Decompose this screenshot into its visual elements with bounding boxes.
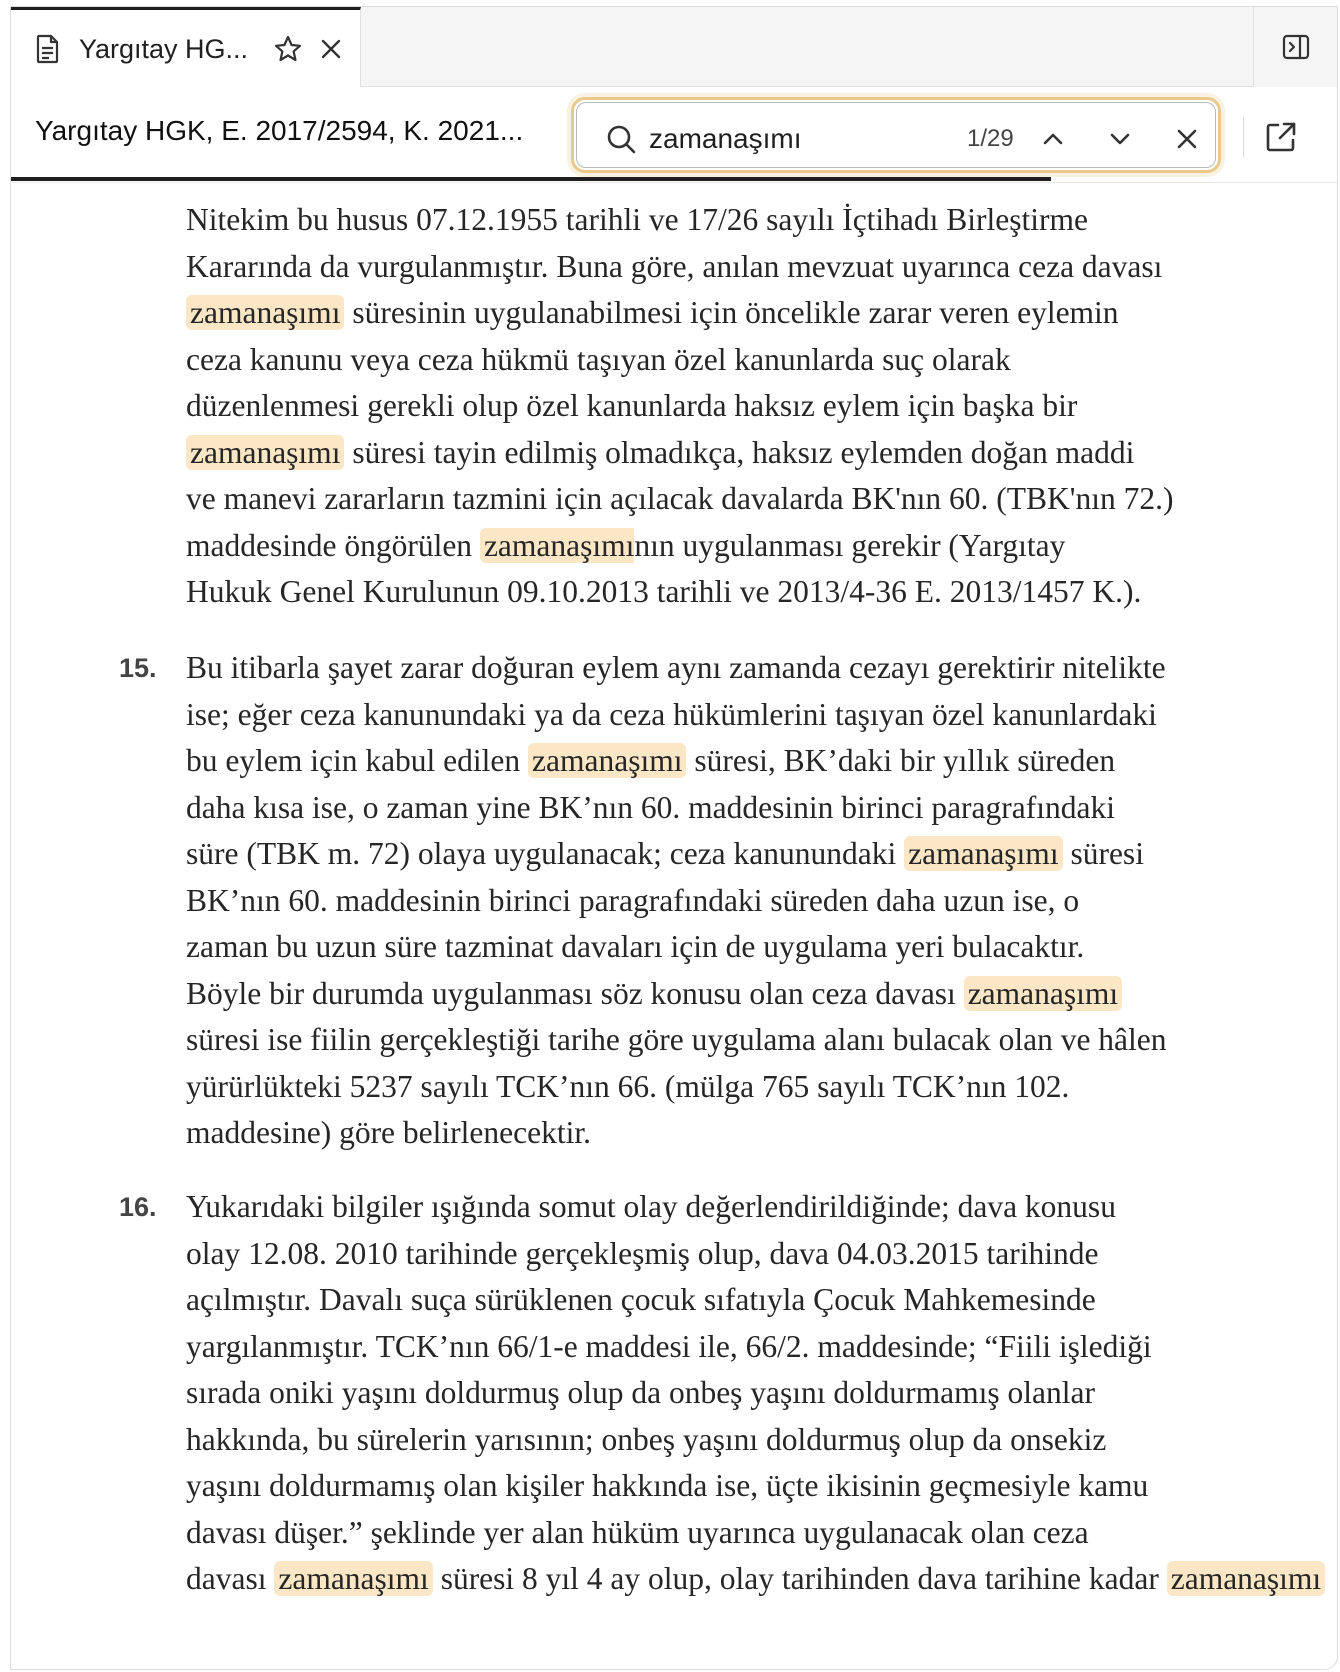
text-run: Kararında da vurgulanmıştır. Buna göre, anılan mevzuat uyarınca ceza davası: [186, 248, 1163, 284]
text-line: [186, 831, 1336, 878]
text-line: [186, 1370, 1336, 1417]
text-run: davası düşer.” şeklinde yer alan hüküm uyarınca uygulanacak olan ceza: [186, 1514, 1089, 1550]
text-line: [186, 1231, 1336, 1278]
text-line: [186, 523, 1336, 570]
document-content: [11, 183, 1337, 1670]
text-run: süresi ise fiilin gerçekleştiği tarihe göre uygulama alanı bulacak olan ve hâlen: [186, 1022, 1167, 1057]
text-run: davası: [186, 1561, 275, 1596]
text-run: ise; eğer ceza kanunundaki ya da ceza hükümlerini taşıyan özel kanunlardaki: [186, 696, 1157, 732]
tab-title: Yargıtay HG...: [79, 33, 249, 64]
search-match-highlight: zamanaşımı: [528, 743, 686, 778]
search-match-highlight: zamanaşımı: [274, 1561, 432, 1596]
panel-toggle-button[interactable]: [1253, 7, 1337, 87]
document-toolbar: [11, 87, 1337, 183]
text-line: [186, 1556, 1336, 1603]
text-line: [186, 337, 1336, 384]
find-field-frame: [576, 102, 1216, 168]
search-icon: [605, 123, 637, 155]
text-run: maddesinde öngörülen: [186, 527, 480, 563]
text-line: [186, 1110, 1336, 1157]
text-run: olay 12.08. 2010 tarihinde gerçekleşmiş olup, dava 04.03.2015 tarihinde: [186, 1235, 1099, 1271]
text-run: süresi 8 yıl 4 ay olup, olay tarihinden dava tarihine kadar: [432, 1561, 1167, 1596]
text-run: açılmıştır. Davalı suça sürüklenen çocuk sıfatıyla Çocuk Mahkemesinde: [186, 1282, 1096, 1317]
text-run: Hukuk Genel Kurulunun 09.10.2013 tarihli ve 2013/4-36 E. 2013/1457 K.).: [186, 574, 1142, 609]
active-tab-indicator: [11, 177, 1051, 181]
tab-strip: [11, 7, 1337, 87]
text-line: [186, 430, 1336, 477]
document-icon: [35, 34, 61, 64]
text-line: [186, 244, 1336, 291]
star-icon[interactable]: [273, 34, 303, 64]
text-run: Böyle bir durumda uygulanması söz konusu olan ceza davası: [186, 975, 964, 1011]
text-run: daha kısa ise, o zaman yine BK’nın 60. maddesinin birinci paragrafındaki: [186, 789, 1115, 825]
paragraph-number: 15.: [119, 653, 157, 683]
text-line: [186, 1017, 1336, 1064]
text-run: süresinin uygulanabilmesi için öncelikle zarar veren eylemin: [344, 295, 1119, 330]
text-run: Bu itibarla şayet zarar doğuran eylem aynı zamanda cezayı gerektirir nitelikte: [186, 650, 1166, 685]
document-title: Yargıtay HGK, E. 2017/2594, K. 2021...: [35, 115, 524, 146]
text-run: maddesine) göre belirlenecektir.: [186, 1115, 591, 1150]
text-line: [186, 1064, 1336, 1111]
text-run: süresi: [1062, 836, 1144, 871]
text-line: [186, 1463, 1336, 1510]
text-run: zaman bu uzun süre tazminat davaları için de uygulama yeri bulacaktır.: [186, 929, 1085, 964]
paragraph-text: [186, 645, 1336, 1157]
paragraph-text: [186, 1184, 1336, 1603]
text-line: [186, 383, 1336, 430]
find-input[interactable]: [649, 119, 949, 159]
text-run: BK’nın 60. maddesinin birinci paragrafındaki süreden daha uzun ise, o: [186, 882, 1080, 918]
text-run: süre (TBK m. 72) olaya uygulanacak; ceza kanunundaki: [186, 836, 905, 871]
tab-active-document[interactable]: [11, 7, 361, 88]
text-line: [186, 569, 1336, 616]
text-run: yaşını doldurmamış olan kişiler hakkında ise, üçte ikisinin geçmesiyle kamu: [186, 1468, 1149, 1503]
text-run: Nitekim bu husus 07.12.1955 tarihli ve 17/26 sayılı İçtihadı Birleştirme: [186, 202, 1089, 237]
search-match-highlight: zamanaşımı: [1167, 1561, 1325, 1596]
text-run: ceza kanunu veya ceza hükmü taşıyan özel kanunlarda suç olarak: [186, 341, 1011, 377]
text-run: bu eylem için kabul edilen: [186, 743, 529, 778]
text-line: [186, 1510, 1336, 1557]
text-run: yargılanmıştır. TCK’nın 66/1-e maddesi ile, 66/2. maddesinde; “Fiili işlediği: [186, 1328, 1152, 1364]
text-run: sırada oniki yaşını doldurmuş olup da onbeş yaşını doldurmamış olanlar: [186, 1375, 1095, 1410]
text-run: süresi, BK’daki bir yıllık süreden: [686, 743, 1116, 778]
search-match-highlight: zamanaşımı: [904, 836, 1062, 871]
paragraph-text: [186, 197, 1336, 616]
open-external-icon[interactable]: [1261, 117, 1301, 157]
text-run: nın uygulanması gerekir (Yargıtay: [634, 527, 1066, 563]
toolbar-divider: [1243, 117, 1244, 157]
chevron-up-icon: [1040, 126, 1066, 152]
text-line: [186, 785, 1336, 832]
previous-match-button[interactable]: [1033, 119, 1073, 159]
text-line: [186, 692, 1336, 739]
search-match-highlight: zamanaşımı: [186, 295, 344, 330]
next-match-button[interactable]: [1100, 119, 1140, 159]
text-line: [186, 924, 1336, 971]
text-line: [186, 878, 1336, 925]
chevron-down-icon: [1107, 126, 1133, 152]
text-line: [186, 1277, 1336, 1324]
text-line: [186, 290, 1336, 337]
text-line: [186, 1417, 1336, 1464]
find-in-page-bar: [571, 97, 1221, 173]
close-tab-icon[interactable]: [319, 37, 343, 61]
sidebar-panel-icon: [1281, 32, 1311, 62]
close-find-button[interactable]: [1167, 119, 1207, 159]
text-run: düzenlenmesi gerekli olup özel kanunlarda haksız eylem için başka bir: [186, 388, 1078, 423]
search-match-highlight: zamanaşımı: [964, 976, 1122, 1011]
text-line: [186, 476, 1336, 523]
browser-window: [10, 6, 1338, 1670]
search-match-highlight: zamanaşımı: [480, 528, 634, 563]
close-icon: [1175, 127, 1199, 151]
search-match-highlight: zamanaşımı: [186, 435, 344, 470]
text-line: [186, 1324, 1336, 1371]
text-line: [186, 738, 1336, 785]
paragraph-number: 16.: [119, 1192, 157, 1222]
text-line: [186, 645, 1336, 692]
match-counter: 1/29: [967, 125, 1014, 152]
text-line: [186, 197, 1336, 244]
text-line: [186, 1184, 1336, 1231]
text-run: yürürlükteki 5237 sayılı TCK’nın 66. (mülga 765 sayılı TCK’nın 102.: [186, 1068, 1070, 1104]
text-run: Yukarıdaki bilgiler ışığında somut olay değerlendirildiğinde; dava konusu: [186, 1189, 1116, 1224]
text-run: hakkında, bu sürelerin yarısının; onbeş yaşını doldurmuş olup da onsekiz: [186, 1421, 1107, 1457]
text-run: süresi tayin edilmiş olmadıkça, haksız eylemden doğan maddi: [344, 434, 1135, 470]
text-line: [186, 971, 1336, 1018]
text-run: ve manevi zararların tazmini için açılacak davalarda BK'nın 60. (TBK'nın 72.): [186, 481, 1174, 516]
